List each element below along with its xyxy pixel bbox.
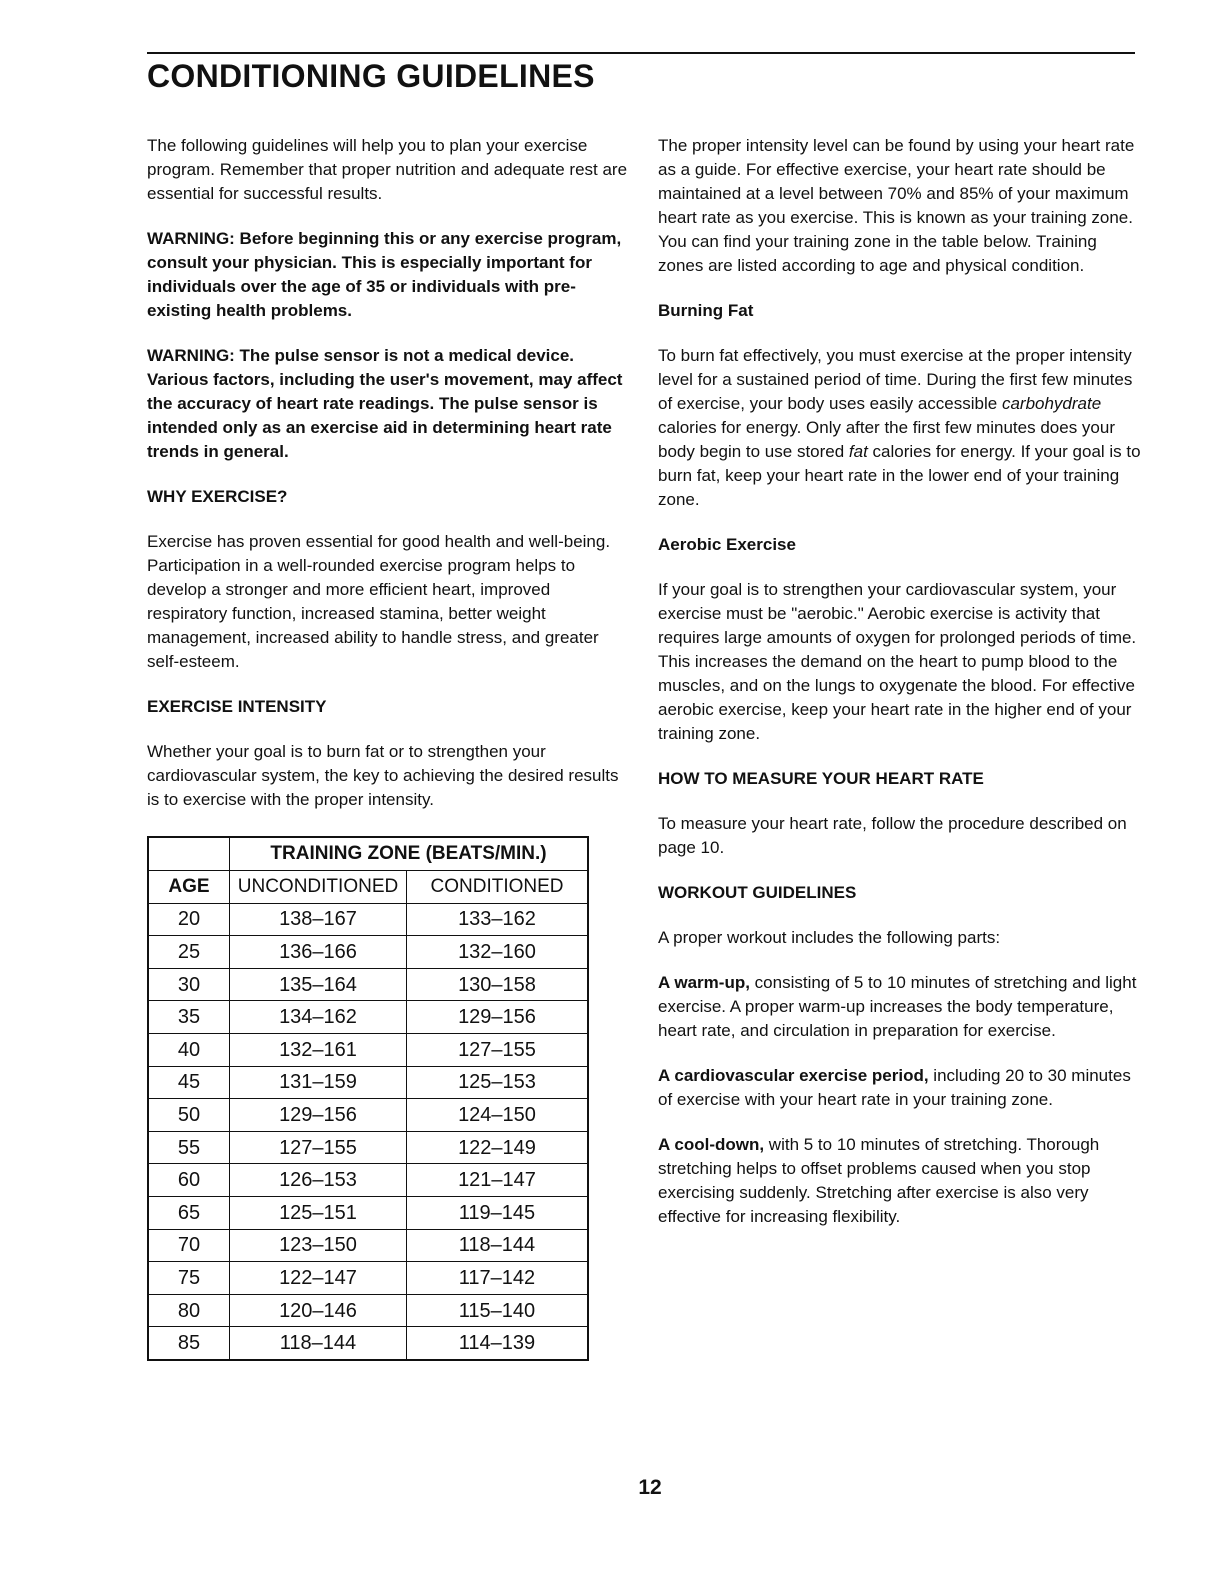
conditioned-cell: 122–149 (407, 1131, 589, 1164)
workout-guidelines-heading: WORKOUT GUIDELINES (658, 883, 857, 902)
unconditioned-cell: 126–153 (230, 1164, 407, 1197)
measure-heart-rate-text: To measure your heart rate, follow the procedure described on page 10. (658, 814, 1127, 857)
page-title: CONDITIONING GUIDELINES (147, 58, 595, 94)
age-cell: 55 (148, 1131, 230, 1164)
table-row (148, 1294, 588, 1327)
conditioned-cell: 124–150 (407, 1099, 589, 1132)
age-cell: 70 (148, 1229, 230, 1262)
table-row (148, 1001, 588, 1034)
workout-intro-text: A proper workout includes the following parts: (658, 928, 1001, 947)
conditioned-cell: 121–147 (407, 1164, 589, 1197)
conditioned-cell: 115–140 (407, 1294, 589, 1327)
unconditioned-cell: 118–144 (230, 1327, 407, 1360)
age-cell: 40 (148, 1033, 230, 1066)
aerobic-exercise-text: If your goal is to strengthen your cardiovascular system, your exercise must be "aerobic." Aerobic exercise is activity that requires large amounts of oxygen for prolonged periods of time. This increases the demand on the heart to pump blood to the muscles, and on the lungs to oxygenate the blood. For effective aerobic exercise, keep your heart rate in the higher end of your training zone. (658, 580, 1137, 743)
unconditioned-cell: 122–147 (230, 1262, 407, 1295)
table-row (148, 1131, 588, 1164)
conditioned-cell: 130–158 (407, 968, 589, 1001)
unconditioned-cell: 120–146 (230, 1294, 407, 1327)
warm-up-text: consisting of 5 to 10 minutes of stretching and light exercise. A proper warm-up increases the body temperature, heart rate, and circulation in preparation for exercise. (658, 973, 1137, 1040)
left-column (147, 134, 632, 1361)
unconditioned-cell: 125–151 (230, 1196, 407, 1229)
carbohydrate-emphasis: carbohydrate (1001, 394, 1102, 413)
warning-physician: WARNING: Before beginning this or any exercise program, consult your physician. This is especially important for individuals over the age of 35 or individuals with pre-existing health problems. (147, 229, 622, 320)
unconditioned-cell: 131–159 (230, 1066, 407, 1099)
age-cell: 25 (148, 936, 230, 969)
age-cell: 20 (148, 903, 230, 936)
age-cell: 65 (148, 1196, 230, 1229)
conditioned-column-header: CONDITIONED (407, 871, 589, 904)
title-rule (147, 52, 1135, 54)
cardio-item (658, 1064, 1143, 1112)
burning-fat-text (658, 344, 1143, 512)
cardio-text: including 20 to 30 minutes of exercise with your heart rate in your training zone. (658, 1066, 1131, 1109)
unconditioned-cell: 135–164 (230, 968, 407, 1001)
burning-fat-part3: calories for energy. If your goal is to burn fat, keep your heart rate in the lower end of your training zone. (658, 442, 1141, 509)
unconditioned-cell: 123–150 (230, 1229, 407, 1262)
cool-down-text: with 5 to 10 minutes of stretching. Thorough stretching helps to offset problems caused when you stop exercising suddenly. Stretching after exercise is also very effective for increasing flexibility. (658, 1135, 1100, 1226)
exercise-intensity-text: Whether your goal is to burn fat or to strengthen your cardiovascular system, the key to achieving the desired results is to exercise with the proper intensity. (147, 742, 619, 809)
age-cell: 35 (148, 1001, 230, 1034)
why-exercise-text: Exercise has proven essential for good health and well-being. Participation in a well-rounded exercise program helps to develop a stronger and more efficient heart, improved respiratory function, increased stamina, better weight management, increased ability to handle stress, and greater self-esteem. (147, 532, 611, 671)
burning-fat-part2: calories for energy. Only after the first few minutes does your body begin to use stored (658, 418, 1115, 461)
unconditioned-cell: 127–155 (230, 1131, 407, 1164)
unconditioned-cell: 129–156 (230, 1099, 407, 1132)
unconditioned-cell: 134–162 (230, 1001, 407, 1034)
conditioned-cell: 117–142 (407, 1262, 589, 1295)
table-row (148, 1262, 588, 1295)
table-row (148, 968, 588, 1001)
age-cell: 85 (148, 1327, 230, 1360)
age-cell: 30 (148, 968, 230, 1001)
exercise-intensity-heading: EXERCISE INTENSITY (147, 697, 327, 716)
table-corner-cell (148, 837, 230, 871)
age-cell: 50 (148, 1099, 230, 1132)
table-row (148, 903, 588, 936)
conditioned-cell: 114–139 (407, 1327, 589, 1360)
page-number: 12 (638, 1476, 662, 1499)
conditioned-cell: 127–155 (407, 1033, 589, 1066)
age-cell: 75 (148, 1262, 230, 1295)
fat-emphasis: fat (848, 442, 868, 461)
burning-fat-part1: To burn fat effectively, you must exercise at the proper intensity level for a sustained period of time. During the first few minutes of exercise, your body uses easily accessible (658, 346, 1133, 413)
intensity-guide-text: The proper intensity level can be found by using your heart rate as a guide. For effective exercise, your heart rate should be maintained at a level between 70% and 85% of your maximum heart rate as you exercise. This is known as your training zone. You can find your training zone in the table below. Training zones are listed according to age and physical condition. (658, 136, 1135, 275)
unconditioned-column-header: UNCONDITIONED (230, 871, 407, 904)
table-row (148, 1164, 588, 1197)
why-exercise-heading: WHY EXERCISE? (147, 487, 288, 506)
cardio-label: A cardiovascular exercise period, (658, 1066, 929, 1085)
warm-up-item (658, 971, 1143, 1043)
table-row (148, 1066, 588, 1099)
aerobic-exercise-heading: Aerobic Exercise (658, 535, 796, 554)
age-cell: 80 (148, 1294, 230, 1327)
unconditioned-cell: 138–167 (230, 903, 407, 936)
conditioned-cell: 132–160 (407, 936, 589, 969)
right-column (658, 134, 1143, 1250)
age-column-header: AGE (148, 871, 230, 904)
cool-down-label: A cool-down, (658, 1135, 765, 1154)
table-row (148, 1327, 588, 1360)
training-zone-title: TRAINING ZONE (BEATS/MIN.) (230, 837, 589, 871)
training-zone-table-wrap (147, 836, 632, 1361)
measure-heart-rate-heading: HOW TO MEASURE YOUR HEART RATE (658, 769, 984, 788)
age-cell: 45 (148, 1066, 230, 1099)
training-zone-rows (148, 903, 588, 1360)
warning-pulse-sensor: WARNING: The pulse sensor is not a medical device. Various factors, including the user's movement, may affect the accuracy of heart rate readings. The pulse sensor is intended only as an exercise aid in determining heart rate trends in general. (147, 346, 623, 461)
conditioned-cell: 133–162 (407, 903, 589, 936)
unconditioned-cell: 132–161 (230, 1033, 407, 1066)
age-cell: 60 (148, 1164, 230, 1197)
conditioned-cell: 129–156 (407, 1001, 589, 1034)
intro-paragraph: The following guidelines will help you to plan your exercise program. Remember that proper nutrition and adequate rest are essential for successful results. (147, 136, 628, 203)
table-row (148, 1033, 588, 1066)
table-row (148, 1196, 588, 1229)
cool-down-item (658, 1133, 1143, 1229)
table-row (148, 1229, 588, 1262)
table-row (148, 1099, 588, 1132)
conditioned-cell: 118–144 (407, 1229, 589, 1262)
table-row (148, 936, 588, 969)
conditioned-cell: 125–153 (407, 1066, 589, 1099)
burning-fat-heading: Burning Fat (658, 301, 754, 320)
warm-up-label: A warm-up, (658, 973, 750, 992)
unconditioned-cell: 136–166 (230, 936, 407, 969)
training-zone-table (147, 836, 589, 1361)
conditioned-cell: 119–145 (407, 1196, 589, 1229)
